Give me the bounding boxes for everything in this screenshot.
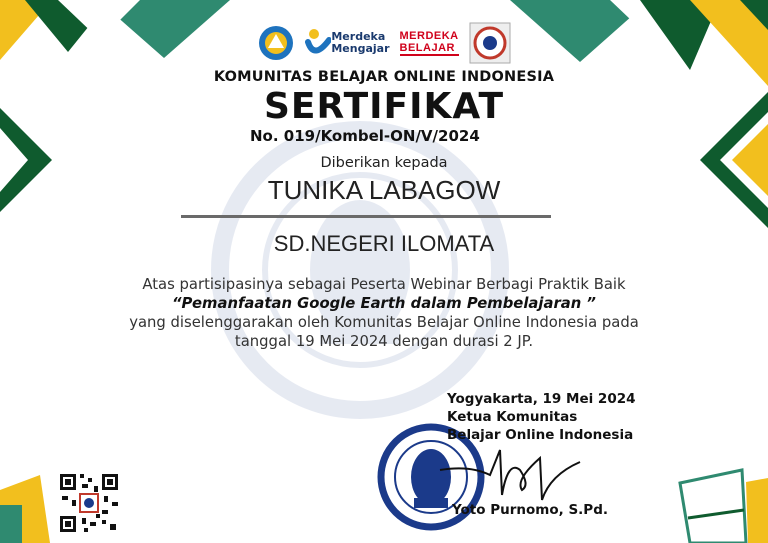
- merdeka-mengajar-logo: [305, 26, 389, 60]
- description-line: Atas partisipasinya sebagai Peserta Webinar Berbagi Praktik Baik: [142, 276, 626, 293]
- community-logo: [469, 22, 511, 64]
- tut-wuri-logo: [257, 24, 295, 62]
- name-underline: [181, 215, 551, 218]
- signer-role-line1: Ketua Komunitas: [447, 409, 578, 425]
- description-line: yang diselenggarakan oleh Komunitas Belajar Online Indonesia pada: [129, 314, 639, 331]
- signature-block: [447, 390, 636, 444]
- recipient-school: SD.NEGERI ILOMATA: [273, 231, 495, 256]
- community-name: KOMUNITAS BELAJAR ONLINE INDONESIA: [213, 69, 555, 85]
- certificate-title: SERTIFIKAT: [263, 86, 505, 127]
- webinar-topic: “Pemanfaatan Google Earth dalam Pembelajaran ”: [172, 295, 596, 312]
- signer-role-line2: Belajar Online Indonesia: [447, 427, 634, 443]
- merdeka-belajar-logo: [400, 30, 459, 56]
- qr-code-icon: [58, 472, 120, 534]
- merdeka-mengajar-line1: Merdeka: [331, 30, 386, 43]
- merdeka-mengajar-line2: Mengajar: [331, 42, 390, 55]
- given-to-label: Diberikan kepada: [320, 155, 448, 171]
- recipient-name: TUNIKA LABAGOW: [267, 175, 501, 205]
- place-date: Yogyakarta, 19 Mei 2024: [447, 391, 636, 407]
- merdeka-belajar-line1: MERDEKA: [399, 30, 459, 42]
- signature: [430, 440, 590, 510]
- certificate-number: No. 019/Kombel-ON/V/2024: [250, 127, 480, 145]
- merdeka-belajar-line2: BELAJAR: [400, 42, 459, 56]
- signer-name: Yoto Purnomo, S.Pd.: [452, 502, 608, 518]
- description-line: tanggal 19 Mei 2024 dengan durasi 2 JP.: [234, 333, 534, 350]
- description-paragraph: [40, 275, 728, 351]
- logo-row: [0, 22, 768, 64]
